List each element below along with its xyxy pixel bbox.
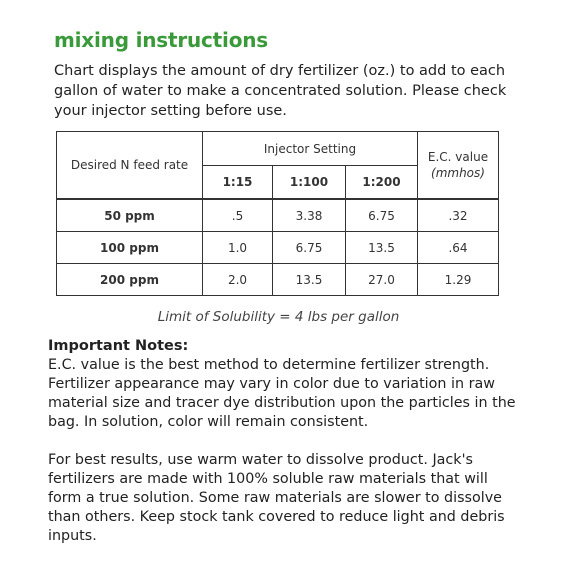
notes-paragraph: E.C. value is the best method to determine fertilizer strength. Fertilizer appearance may vary in color due to variation in raw material size and tracer dye distribution upon the particles in the bag. In solution, color will remain consistent.	[48, 357, 516, 430]
ec-cell: .64	[418, 232, 499, 264]
table-cell: 6.75	[346, 199, 418, 232]
table-cell: .5	[203, 199, 273, 232]
table-cell: 13.5	[273, 264, 346, 296]
desired-feed-rate-header: Desired N feed rate	[57, 132, 203, 200]
solubility-note: Limit of Solubility = 4 lbs per gallon	[157, 309, 400, 325]
feed-rate-label: 200 ppm	[57, 264, 203, 296]
ec-value-header	[418, 132, 499, 200]
ec-cell: 1.29	[418, 264, 499, 296]
injector-setting-header: Injector Setting	[203, 132, 418, 166]
ec-value-label: E.C. value	[427, 150, 489, 164]
table-row	[57, 232, 499, 264]
table-cell: 6.75	[273, 232, 346, 264]
table-row	[57, 264, 499, 296]
table-cell: 2.0	[203, 264, 273, 296]
ratio-header: 1:100	[273, 166, 346, 200]
table-cell: 13.5	[346, 232, 418, 264]
table-row	[57, 199, 499, 232]
page-title: mixing instructions	[54, 28, 268, 52]
important-notes	[48, 337, 518, 546]
ratio-header: 1:15	[203, 166, 273, 200]
notes-heading: Important Notes:	[48, 338, 189, 354]
feed-rate-label: 100 ppm	[57, 232, 203, 264]
intro-text: Chart displays the amount of dry fertilizer (oz.) to add to each gallon of water to make a concentrated solution. Please check your injector setting before use.	[54, 63, 507, 119]
ratio-header: 1:200	[346, 166, 418, 200]
ec-cell: .32	[418, 199, 499, 232]
table-cell: 27.0	[346, 264, 418, 296]
notes-paragraph: For best results, use warm water to dissolve product. Jack's fertilizers are made with 100% soluble raw materials that will form a true solution. Some raw materials are slower to dissolve than others. Keep stock tank covered to reduce light and debris inputs.	[48, 452, 505, 544]
mixing-table	[56, 131, 499, 296]
feed-rate-label: 50 ppm	[57, 199, 203, 232]
table-cell: 1.0	[203, 232, 273, 264]
table-cell: 3.38	[273, 199, 346, 232]
ec-unit-label: (mmhos)	[431, 166, 485, 180]
